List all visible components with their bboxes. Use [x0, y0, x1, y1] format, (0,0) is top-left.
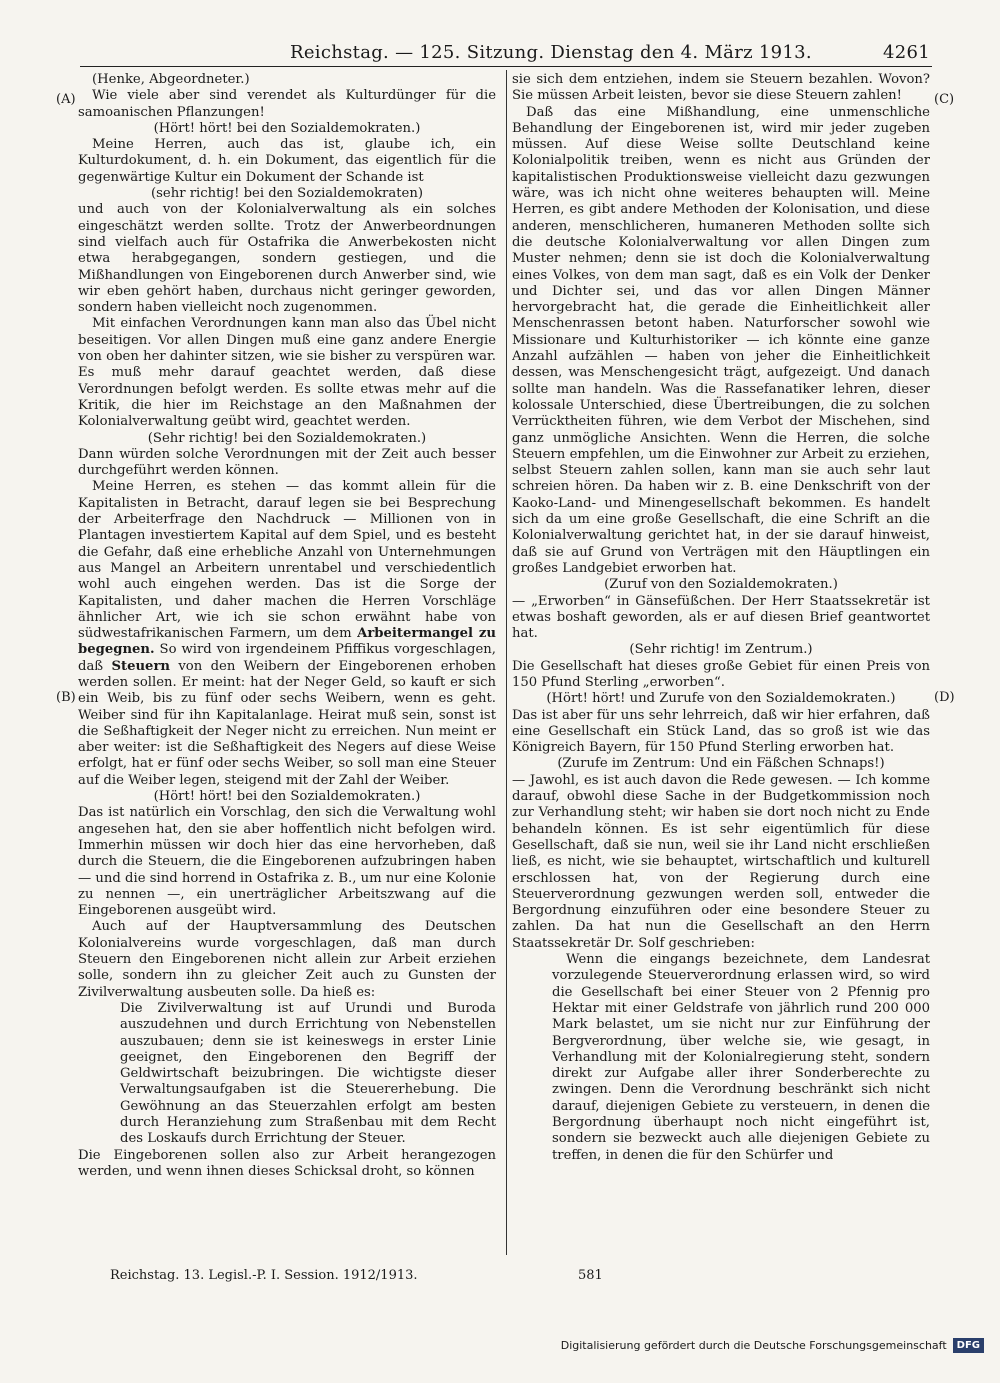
emphasis-text: Arbeitermangel zu begegnen. [78, 626, 496, 658]
paragraph: Auch auf der Hauptversammlung des Deutschen Kolonialvereins wurde vorgeschlagen, daß man durch Steuern den Eingeborenen nicht allein zur Arbeit erziehen solle, sondern ihn zu gleicher Zeit auch zu Gunsten der Zivilverwaltung ausbeuten solle. Da hieß es: [78, 919, 496, 1000]
interjection: (Sehr richtig! bei den Sozialdemokraten.) [147, 430, 427, 446]
dfg-logo: DFG [953, 1338, 984, 1353]
paragraph: Dann würden solche Verordnungen mit der Zeit auch besser durchgeführt werden können. [78, 446, 496, 479]
block-quote [512, 952, 930, 1164]
footer-session: Reichstag. 13. Legisl.-P. I. Session. 1912/1913. [110, 1268, 418, 1283]
paragraph: — „Erworben“ in Gänsefüßchen. Der Herr Staatssekretär ist etwas boshaft geworden, als er auf diesen Brief geantwortet hat. [512, 593, 930, 642]
paragraph: und auch von der Kolonialverwaltung als ein solches eingeschätzt werden sollte. Trotz der Anwerbeordnungen sind vielfach auch für Ostafrika die Anwerbekosten nicht etwa herabgegangen, sondern gestiegen, und die Mißhandlungen von Eingeborenen durch Anwerber sind, wie wir eben gehört haben, durchaus nicht geringer geworden, sondern haben vielleicht noch zugenommen. [78, 202, 496, 316]
paragraph [78, 479, 496, 789]
interjection: (Sehr richtig! im Zentrum.) [629, 642, 813, 658]
paragraph: Das ist aber für uns sehr lehrreich, daß wir hier erfahren, daß eine Gesellschaft ein Stück Land, das so groß ist wie das Königreich Bayern, für 150 Pfund Sterling erworben hat. [512, 707, 930, 756]
margin-marker-a: (A) [56, 92, 76, 107]
paragraph: Daß das eine Mißhandlung, eine unmenschliche Behandlung der Eingeborenen ist, wird mir jeder zugeben müssen. Auf diese Weise sollte Deutschland keine Kolonialpolitik treiben, wenn es nicht aus Gründen der kapitalistischen Produktionsweise vielleicht dazu gezwungen wäre, was ich nicht ohne weiteres behaupten will. Meine Herren, es gibt andere Methoden der Kolonisation, und diese anderen, menschlicheren, humaneren Methoden sollte sich die deutsche Kolonialverwaltung vor allen Dingen zum Muster nehmen; denn sie ist doch die Kolonialverwaltung eines Volkes, von dem man sagt, daß es ein Volk der Denker und Dichter sei, und das vor allen Dingen Männer hervorgebracht hat, die gerade die Einheitlichkeit aller Menschenrassen betont haben. Naturforscher sowohl wie Missionare und Kulturhistoriker — ich könnte eine ganze Anzahl aufzählen — haben von jeher die Einheitlichkeit dessen, was Menschengesicht trägt, aufgezeigt. Und danach sollte man handeln. Was die Rassefanatiker lehren, dieser kolossale Unterschied, diese Übertreibungen, die zu solchen Verrücktheiten führen, wie dem Verbot der Mischehen, sind ganz unmögliche Ansichten. Wenn die Herren, die solche Steuern empfehlen, um die Einwohner zur Arbeit zu erziehen, selbst Steuern zahlen sollen, kann man sie auch sehr laut schreien hören. Da haben wir z. B. eine Denkschrift von der Kaoko-Land- und Minengesellschaft bekommen. Es handelt sich da um eine große Gesellschaft, die eine Schrift an die Kolonialverwaltung gerichtet hat, in der sie darauf hinweist, daß sie auf Grund von Verträgen mit den Häuptlingen ein großes Landgebiet erworben hat. [512, 104, 930, 576]
interjection: (Hört! hört! und Zurufe von den Sozialdemokraten.) [546, 691, 896, 707]
dfg-credit [561, 1338, 984, 1353]
page-number: 4261 [882, 42, 930, 63]
speaker-attribution: (Henke, Abgeordneter.) [92, 72, 250, 87]
margin-marker-b: (B) [56, 690, 76, 705]
left-column [78, 72, 496, 1262]
paragraph: Wie viele aber sind verendet als Kulturdünger für die samoanischen Pflanzungen! [78, 88, 496, 120]
paragraph: Das ist natürlich ein Vorschlag, den sich die Verwaltung wohl angesehen hat, den sie aber hoffentlich nicht befolgen wird. Immerhin müssen wir doch hier das eine hervorheben, daß durch die Steuern, die die Eingeborenen aufzubringen haben — und die sind horrend in Ostafrika z. B., um nur eine Kolonie zu nennen —, ein unerträglicher Arbeitszwang auf die Eingeborenen ausgeübt wird. [78, 805, 496, 919]
text-run: So wird von irgendeinem Pfiffikus vorgeschlagen, daß [78, 642, 496, 674]
paragraph: Mit einfachen Verordnungen kann man also das Übel nicht beseitigen. Vor allen Dingen muß eine ganz andere Energie von oben her dahinter sitzen, wie sie bisher zu verspüren war. Es muß mehr darauf geachtet werden, daß diese Verordnungen befolgt werden. Es sollte etwas mehr auf die Kritik, die hier im Reichstage an den Maßnahmen der Kolonialverwaltung geübt wird, geachtet werden. [78, 316, 496, 430]
text-run: Meine Herren, es stehen — das kommt allein für die Kapitalisten in Betracht, darauf legen sie bei Besprechung der Arbeiterfrage den Nachdruck — Millionen von in Plantagen investiertem Kapital auf dem Spiel, und es besteht die Gefahr, daß eine erhebliche Anzahl von Unternehmungen aus Mangel an Arbeitern unrentabel und verschiedentlich wohl auch eingehen werden. Das ist die Sorge der Kapitalisten, und daher machen die Herren Vorschläge ähnlicher Art, wie ich sie schon erwähnt habe von südwestafrikanischen Farmern, um dem [78, 479, 496, 642]
credit-text: Digitalisierung gefördert durch die Deutsche Forschungsgemeinschaft [560, 1339, 947, 1352]
header-title: Reichstag. — 125. Sitzung. Dienstag den 4. März 1913. [290, 42, 812, 63]
quote-text: Die Zivilverwaltung ist auf Urundi und Buroda auszudehnen und durch Errichtung von Nebenstellen auszubauen; denn sie ist keineswegs in erster Linie geeignet, den Eingeborenen den Begriff der Geldwirtschaft beizubringen. Die wichtigste dieser Verwaltungsaufgaben ist die Steuererhebung. Die Gewöhnung an das Steuerzahlen erfolgt am besten durch Heranziehung zum Straßenbau mit dem Recht des Loskaufs durch Errichtung der Steuer. [120, 1000, 496, 1147]
text-run: von den Weibern der Eingeborenen erhoben werden sollen. Er meint: hat der Neger Geld, so kauft er sich ein Weib, bis zu fünf oder sechs Weibern, wenn es geht. Weiber sind für ihn Kapitalanlage. Heirat muß sein, sonst ist die Seßhaftigkeit der Neger nicht zu erreichen. Nun meint er aber weiter: ist die Seßhaftigkeit des Negers auf diese Weise erfolgt, hat er fünf oder sechs Weiber, so soll man eine Steuer auf die Weiber legen, steigend mit der Zahl der Weiber. [78, 658, 496, 788]
paragraph: Die Eingeborenen sollen also zur Arbeit herangezogen werden, und wenn ihnen dieses Schicksal droht, so können [78, 1147, 496, 1179]
header-rule [80, 66, 932, 67]
margin-marker-d: (D) [934, 690, 955, 705]
interjection: (Zuruf von den Sozialdemokraten.) [604, 577, 838, 593]
interjection: (Zurufe im Zentrum: Und ein Fäßchen Schnaps!) [557, 756, 885, 772]
margin-marker-c: (C) [934, 92, 955, 107]
paragraph: Meine Herren, auch das ist, glaube ich, ein Kulturdokument, d. h. ein Dokument, das eigentlich für die gegenwärtige Kultur ein Dokument der Schande ist [78, 137, 496, 185]
emphasis-text: Steuern [111, 658, 170, 674]
interjection: (Hört! hört! bei den Sozialdemokraten.) [153, 120, 421, 136]
interjection: (sehr richtig! bei den Sozialdemokraten) [151, 186, 423, 202]
column-divider [506, 70, 507, 1255]
paragraph: Die Gesellschaft hat dieses große Gebiet für einen Preis von 150 Pfund Sterling „erworben“. [512, 658, 930, 690]
footer-sheet-number: 581 [578, 1268, 603, 1283]
right-column [512, 72, 930, 1262]
paragraph: — Jawohl, es ist auch davon die Rede gewesen. — Ich komme darauf, obwohl diese Sache in der Budgetkommission noch zur Verhandlung steht; wir haben sie dort noch nicht zu Ende behandeln können. Es ist sehr eigentümlich für diese Gesellschaft, daß sie nun, weil sie ihr Land nicht erschließen ließ, es nicht, wie sie behauptet, wirtschaftlich und kulturell erschlossen hat, von der Regierung durch eine Steuerverordnung gezwungen werden soll, entweder die Bergordnung einzuführen oder eine besondere Steuer zu zahlen. Da hat nun die Gesellschaft an den Herrn Staatssekretär Dr. Solf geschrieben: [512, 772, 930, 951]
block-quote [78, 1001, 496, 1148]
page-header [80, 38, 930, 68]
interjection: (Hört! hört! bei den Sozialdemokraten.) [153, 789, 421, 805]
paragraph: sie sich dem entziehen, indem sie Steuern bezahlen. Wovon? Sie müssen Arbeit leisten, bevor sie diese Steuern zahlen! [512, 72, 930, 104]
quote-text: Wenn die eingangs bezeichnete, dem Landesrat vorzulegende Steuerverordnung erlassen wird, so wird die Gesellschaft bei einer Steuer von 2 Pfennig pro Hektar mit einer Geldstrafe von jährlich rund 200 000 Mark belastet, um sie nicht nur zur Einführung der Bergverordnung, über welche sie, wie gesagt, in Verhandlung mit der Kolonialregierung steht, sondern direkt zur Aufgabe aller ihrer Sonderberechte zu zwingen. Denn die Verordnung beschränkt sich nicht darauf, diejenigen Gebiete zu versteuern, in denen die Bergordnung überhaupt noch nicht eingeführt ist, sondern sie bezweckt auch alle diejenigen Gebiete zu treffen, in denen die für den Schürfer und [552, 952, 930, 1163]
